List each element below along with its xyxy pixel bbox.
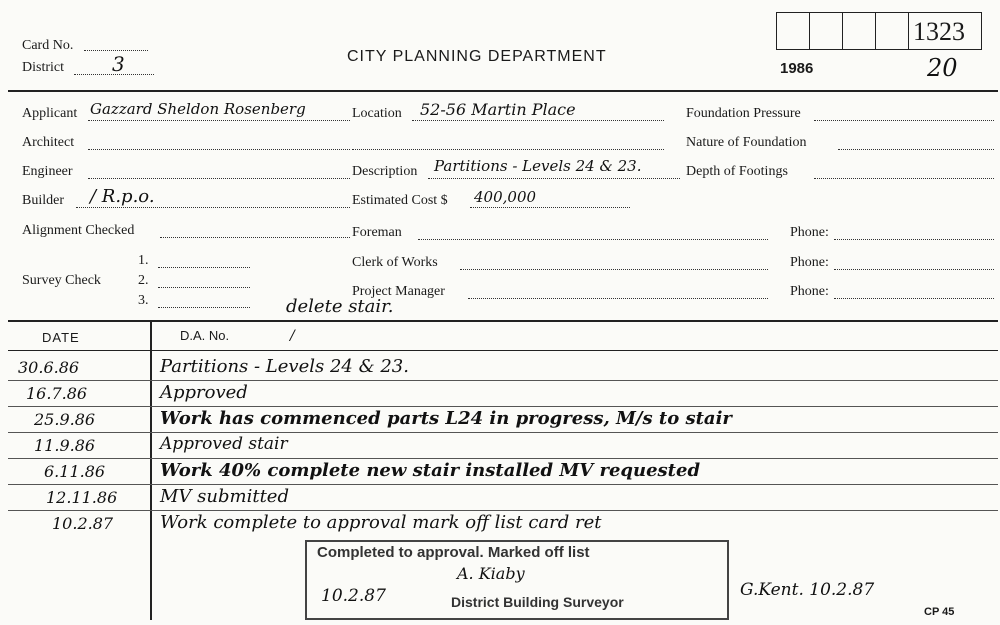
number-box	[776, 12, 809, 50]
description-value: Partitions - Levels 24 & 23.	[434, 157, 642, 175]
sheet-number: 20	[927, 54, 958, 82]
foundation-pressure-label: Foundation Pressure	[686, 106, 801, 121]
architect-label: Architect	[22, 135, 75, 150]
district-label: District	[22, 60, 64, 75]
cost-label: Estimated Cost $	[352, 193, 448, 208]
card-number-boxes	[776, 12, 982, 50]
phone-line	[834, 269, 994, 270]
phone-line	[834, 239, 994, 240]
log-row-rule	[8, 458, 998, 459]
log-text: Approved	[160, 382, 248, 403]
card-no-label: Card No.	[22, 38, 74, 53]
number-box	[809, 12, 842, 50]
survey-label: Survey Check	[22, 273, 101, 288]
log-row	[0, 356, 1000, 382]
survey-1-line	[158, 267, 250, 268]
builder-label: Builder	[22, 193, 64, 208]
foreman-line	[418, 239, 768, 240]
log-text: Work 40% complete new stair installed MV requested	[160, 460, 701, 481]
form-code: CP 45	[924, 606, 955, 618]
log-text: Approved stair	[160, 434, 288, 454]
pm-label: Project Manager	[352, 284, 445, 299]
location-value: 52-56 Martin Place	[420, 100, 576, 119]
page-title: CITY PLANNING DEPARTMENT	[347, 48, 607, 65]
engineer-line	[88, 178, 350, 179]
header-rule	[8, 90, 998, 92]
log-row	[0, 434, 1000, 460]
survey-1: 1.	[138, 253, 149, 268]
pm-line	[468, 298, 768, 299]
da-value: /	[290, 328, 295, 344]
card-number: 1323	[913, 17, 965, 46]
stamp-role: District Building Surveyor	[451, 594, 624, 610]
depth-label: Depth of Footings	[686, 164, 788, 179]
survey-2: 2.	[138, 273, 149, 288]
foreman-label: Foreman	[352, 225, 402, 240]
applicant-value: Gazzard Sheldon Rosenberg	[90, 100, 306, 118]
log-date: 12.11.86	[46, 488, 118, 507]
log-date: 6.11.86	[44, 462, 106, 481]
alignment-line	[160, 237, 350, 238]
log-row	[0, 382, 1000, 408]
stamp-line-1: Completed to approval. Marked off list	[317, 544, 590, 561]
log-row	[0, 408, 1000, 434]
log-text: Partitions - Levels 24 & 23.	[160, 356, 409, 377]
number-box	[875, 12, 908, 50]
da-header: D.A. No.	[180, 328, 230, 343]
log-date: 16.7.86	[26, 384, 88, 403]
log-entries	[0, 356, 1000, 536]
location-line-2	[352, 149, 664, 150]
date-header: DATE	[42, 330, 80, 345]
log-row-rule	[8, 380, 998, 381]
depth-line	[814, 178, 994, 179]
phone-label: Phone:	[790, 255, 829, 270]
applicant-label: Applicant	[22, 106, 78, 121]
architect-line	[88, 149, 350, 150]
log-row	[0, 486, 1000, 512]
cost-line	[470, 207, 630, 208]
district-value: 3	[112, 52, 125, 76]
log-date: 25.9.86	[34, 410, 96, 429]
log-row	[0, 512, 1000, 538]
builder-line	[76, 207, 350, 208]
location-line	[412, 120, 664, 121]
phone-label: Phone:	[790, 225, 829, 240]
foundation-pressure-line	[814, 120, 994, 121]
number-box	[842, 12, 875, 50]
log-top-rule	[8, 320, 998, 322]
phone-label: Phone:	[790, 284, 829, 299]
completion-stamp	[305, 540, 729, 620]
description-label: Description	[352, 164, 418, 179]
log-header-rule	[8, 350, 998, 351]
survey-2-line	[158, 287, 250, 288]
log-text: Work has commenced parts L24 in progress, M/s to stair	[160, 408, 732, 429]
delete-note: delete stair.	[286, 296, 394, 317]
phone-line	[834, 298, 994, 299]
stamp-date: 10.2.87	[321, 586, 386, 606]
cost-value: 400,000	[474, 188, 537, 206]
applicant-line	[88, 120, 350, 121]
survey-3: 3.	[138, 293, 149, 308]
alignment-label: Alignment Checked	[22, 223, 135, 238]
initials-date: G.Kent. 10.2.87	[740, 580, 875, 600]
nature-line	[838, 149, 994, 150]
clerk-label: Clerk of Works	[352, 255, 438, 270]
log-row-rule	[8, 406, 998, 407]
description-line	[428, 178, 680, 179]
log-date: 11.9.86	[34, 436, 96, 455]
card-no-line	[84, 50, 148, 51]
log-row-rule	[8, 484, 998, 485]
log-row-rule	[8, 510, 998, 511]
log-text: MV submitted	[160, 486, 289, 507]
stamp-signature: A. Kiaby	[457, 564, 525, 583]
card-number-box	[908, 12, 982, 50]
log-text: Work complete to approval mark off list card ret	[160, 512, 602, 533]
survey-3-line	[158, 307, 250, 308]
year: 1986	[780, 60, 814, 77]
log-date: 30.6.86	[18, 358, 80, 377]
nature-label: Nature of Foundation	[686, 135, 807, 150]
clerk-line	[460, 269, 768, 270]
log-date: 10.2.87	[52, 514, 114, 533]
builder-value: / R.p.o.	[90, 186, 155, 207]
engineer-label: Engineer	[22, 164, 73, 179]
log-row-rule	[8, 432, 998, 433]
log-row	[0, 460, 1000, 486]
location-label: Location	[352, 106, 402, 121]
